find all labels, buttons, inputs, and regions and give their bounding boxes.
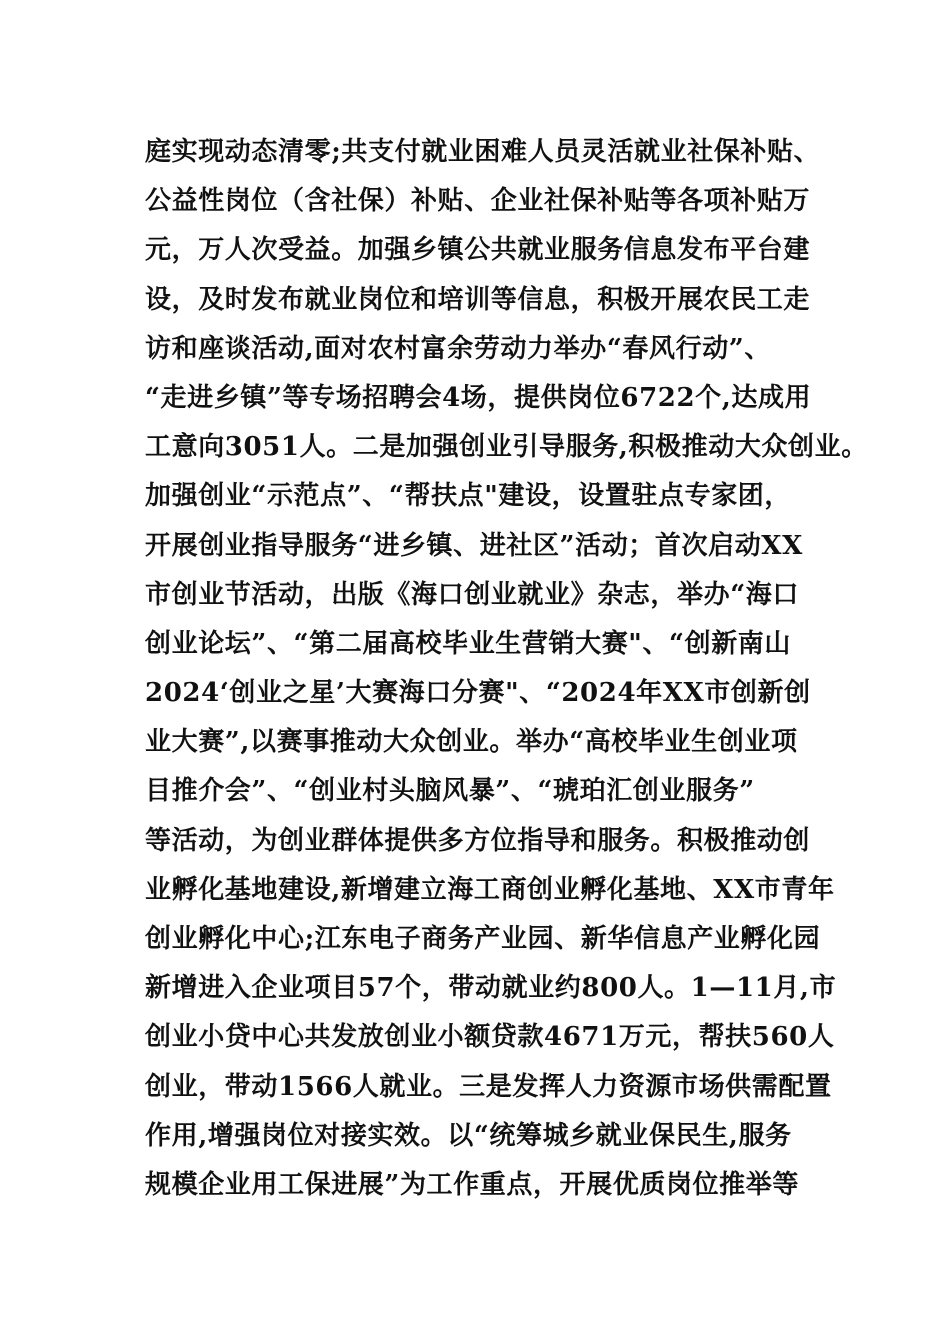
text-line: 创业论坛”、“第二届高校毕业生营销大赛"、“创新南山 — [145, 628, 792, 659]
text-line: 创业孵化中心;江东电子商务产业园、新华信息产业孵化园 — [145, 924, 821, 954]
text-line: 设，及时发布就业岗位和培训等信息，积极开展农民工走 — [145, 284, 811, 315]
text-line: 元，万人次受益。加强乡镇公共就业服务信息发布平台建 — [145, 235, 811, 266]
text-line: 庭实现动态清零;共支付就业困难人员灵活就业社保补贴、 — [145, 137, 821, 167]
text-line: “走进乡镇”等专场招聘会4场，提供岗位6722个,达成用 — [145, 382, 812, 413]
text-line: 开展创业指导服务“进乡镇、进社区”活动；首次启动XX — [145, 530, 803, 561]
text-line: 访和座谈活动,面对农村富余劳动力举办“春风行动”、 — [145, 333, 771, 364]
text-line: 创业，带动1566人就业。三是发挥人力资源市场供需配置 — [145, 1071, 832, 1102]
body-text — [145, 128, 868, 1210]
text-line: 业大赛”,以赛事推动大众创业。举办“高校毕业生创业项 — [145, 727, 798, 758]
text-line: 工意向3051人。二是加强创业引导服务,积极推动大众创业。 — [145, 432, 868, 463]
text-line: 加强创业“示范点”、“帮扶点"建设，设置驻点专家团， — [145, 481, 792, 512]
text-line: 规模企业用工保进展”为工作重点，开展优质岗位推举等 — [145, 1169, 799, 1200]
text-line: 作用,增强岗位对接实效。以“统筹城乡就业保民生,服务 — [145, 1120, 792, 1151]
text-line: 公益性岗位（含社保）补贴、企业社保补贴等各项补贴万 — [145, 186, 811, 217]
text-line: 市创业节活动，出版《海口创业就业》杂志，举办“海口 — [145, 579, 799, 610]
text-line: 目推介会”、“创业村头脑风暴”、“琥珀汇创业服务” — [145, 776, 755, 807]
text-line: 创业小贷中心共发放创业小额贷款4671万元，帮扶560人 — [145, 1022, 835, 1053]
text-line: 业孵化基地建设,新增建立海工商创业孵化基地、XX市青年 — [145, 874, 835, 905]
text-line: 等活动，为创业群体提供多方位指导和服务。积极推动创 — [145, 825, 811, 856]
text-line: 2024‘创业之星’大赛海口分赛"、“2024年XX市创新创 — [145, 678, 811, 709]
text-line: 新增进入企业项目57个，带动就业约800人。1—11月,市 — [145, 973, 837, 1004]
